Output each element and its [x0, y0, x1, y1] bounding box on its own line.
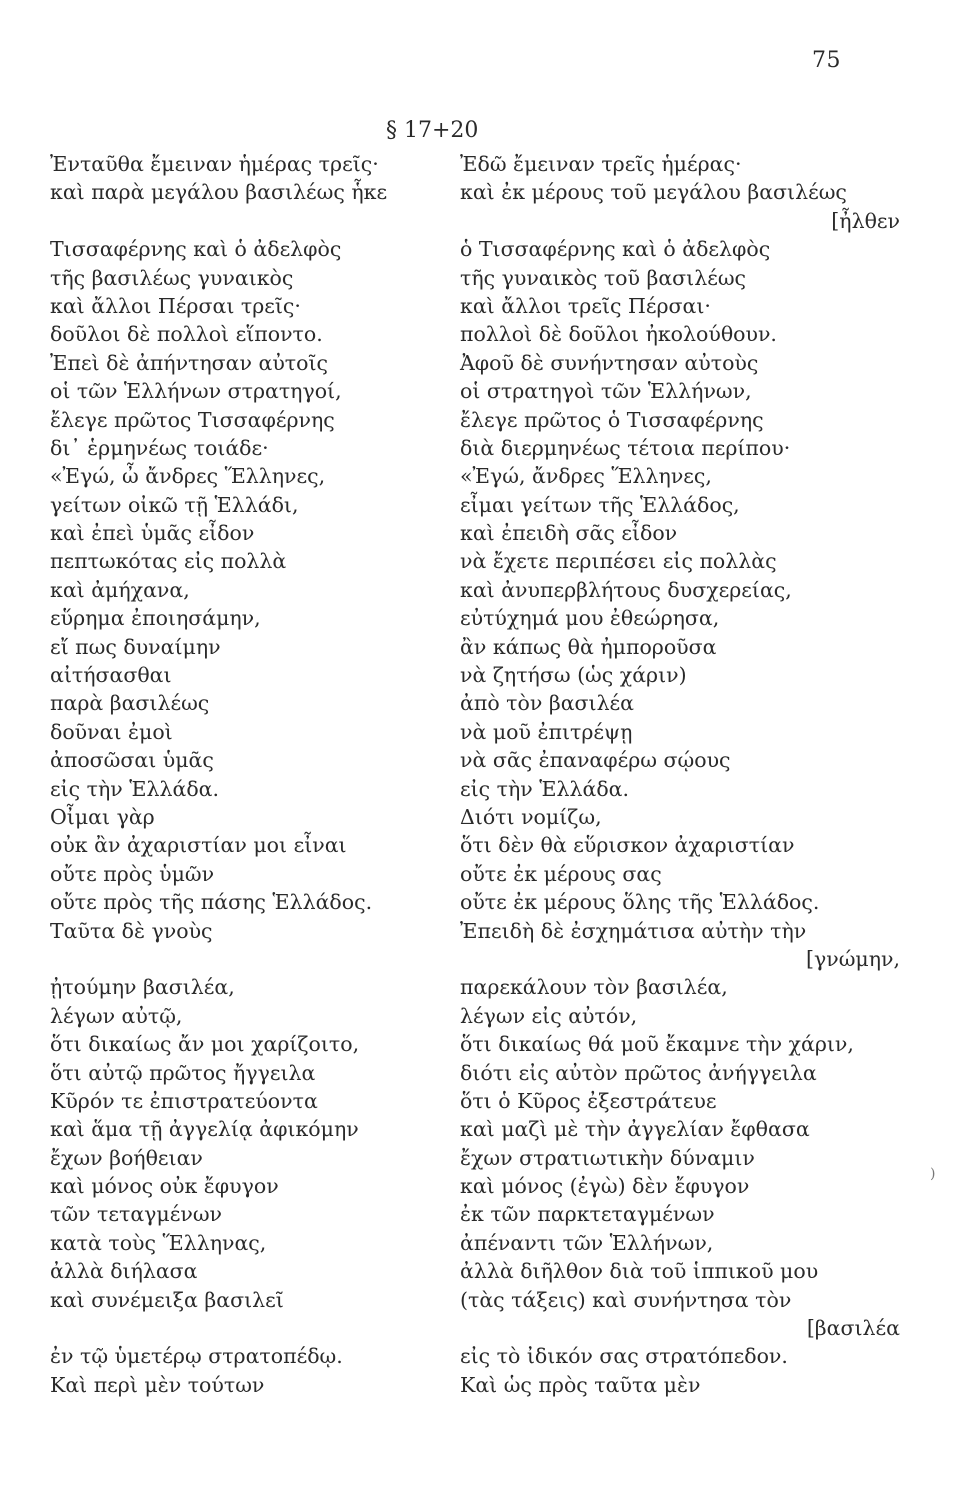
ancient-greek-column — [50, 150, 450, 1399]
right-line: οὔτε ἐκ μέρους ὅλης τῆς Ἑλλάδος. — [460, 890, 820, 915]
section-heading: § 17+20 — [386, 118, 479, 143]
right-line-continuation: [γνώμην, — [805, 946, 900, 971]
left-line: οὐκ ἂν ἀχαριστίαν μοι εἶναι — [50, 833, 347, 858]
right-line: ὅτι ὁ Κῦρος ἐξεστράτευε — [460, 1088, 717, 1113]
left-line: εἰς τὴν Ἑλλάδα. — [50, 776, 220, 801]
left-line: Ἐπεὶ δὲ ἀπήντησαν αὐτοῖς — [50, 350, 329, 375]
right-line: οὔτε ἐκ μέρους σας — [460, 861, 662, 886]
right-line: ἀλλὰ διῆλθον διὰ τοῦ ἱππικοῦ μου — [460, 1259, 819, 1284]
right-line: εἰς τὸ ἰδικόν σας στρατόπεδον. — [460, 1344, 788, 1369]
left-line: Ἐνταῦθα ἔμειναν ἡμέρας τρεῖς· — [50, 152, 379, 176]
right-line: λέγων εἰς αὐτόν, — [460, 1003, 638, 1028]
right-line: καὶ ἐπειδὴ σᾶς εἶδον — [460, 521, 678, 546]
left-line: Τισσαφέρνης καὶ ὁ ἀδελφὸς — [50, 237, 342, 262]
left-line: λέγων αὐτῷ, — [50, 1003, 183, 1028]
left-line: καὶ ἅμα τῇ ἀγγελίᾳ ἀφικόμην — [50, 1117, 359, 1142]
right-line: καὶ μόνος (ἐγὼ) δὲν ἔφυγον — [460, 1174, 750, 1199]
left-line: καὶ παρὰ μεγάλου βασιλέως ἧκε — [50, 180, 388, 205]
right-line: τῆς γυναικὸς τοῦ βασιλέως — [460, 265, 747, 290]
left-line: Κῦρόν τε ἐπιστρατεύοντα — [50, 1088, 318, 1113]
right-line: καὶ ἄλλοι τρεῖς Πέρσαι· — [460, 293, 711, 318]
right-line: ὅτι δικαίως θά μοῦ ἔκαμνε τὴν χάριν, — [460, 1032, 854, 1057]
right-line: Διότι νομίζω, — [460, 804, 602, 829]
left-line: τῆς βασιλέως γυναικὸς — [50, 265, 294, 290]
right-line: ἀπὸ τὸν βασιλέα — [460, 691, 635, 716]
right-line: «Ἐγώ, ἄνδρες Ἕλληνες, — [460, 464, 712, 489]
right-line: ἀπέναντι τῶν Ἑλλήνων, — [460, 1230, 714, 1255]
right-line-continuation: [ἦλθεν — [831, 208, 900, 233]
right-line: ὁ Τισσαφέρνης καὶ ὁ ἀδελφὸς — [460, 237, 771, 262]
left-line — [50, 1314, 450, 1342]
left-line: ἔχων βοήθειαν — [50, 1145, 203, 1170]
right-line: οἱ στρατηγοὶ τῶν Ἑλλήνων, — [460, 379, 752, 404]
left-line: εὕρημα ἐποιησάμην, — [50, 606, 261, 631]
left-line: δι᾽ ἑρμηνέως τοιάδε· — [50, 435, 269, 460]
right-line: Ἐδῶ ἔμειναν τρεῖς ἡμέρας· — [460, 152, 742, 176]
right-line: ἐκ τῶν παρκτεταγμένων — [460, 1202, 715, 1227]
left-line: «Ἐγώ, ὦ ἄνδρες Ἕλληνες, — [50, 464, 326, 489]
left-line: ἀλλὰ διήλασα — [50, 1259, 198, 1284]
left-line: ἐν τῷ ὑμετέρῳ στρατοπέδῳ. — [50, 1344, 343, 1369]
left-line: καὶ συνέμειξα βασιλεῖ — [50, 1287, 284, 1312]
left-line: Οἶμαι γὰρ — [50, 804, 155, 829]
left-line — [50, 945, 450, 973]
right-line: νὰ μοῦ ἐπιτρέψῃ — [460, 719, 633, 744]
right-line: Ἐπειδὴ δὲ ἐσχημάτισα αὐτὴν τὴν — [460, 918, 807, 943]
left-line: οἱ τῶν Ἑλλήνων στρατηγοί, — [50, 379, 342, 404]
left-line: οὔτε πρὸς ὑμῶν — [50, 861, 215, 886]
right-line: νὰ ἔχετε περιπέσει εἰς πολλὰς — [460, 549, 777, 574]
right-line: νὰ ζητήσω (ὡς χάριν) — [460, 663, 687, 688]
right-line: πολλοὶ δὲ δοῦλοι ἠκολούθουν. — [460, 322, 777, 347]
left-line: γείτων οἰκῶ τῇ Ἑλλάδι, — [50, 492, 299, 517]
left-line: κατὰ τοὺς Ἕλληνας, — [50, 1230, 267, 1255]
left-line: εἴ πως δυναίμην — [50, 634, 221, 659]
left-line: καὶ ἀμήχανα, — [50, 577, 190, 602]
right-line: ἂν κάπως θὰ ἠμποροῦσα — [460, 634, 717, 659]
left-line: οὔτε πρὸς τῆς πάσης Ἑλλάδος. — [50, 890, 373, 915]
right-line: διότι εἰς αὐτὸν πρῶτος ἀνήγγειλα — [460, 1060, 817, 1085]
right-line: ἔλεγε πρῶτος ὁ Τισσαφέρνης — [460, 407, 764, 432]
right-line: καὶ ἐκ μέρους τοῦ μεγάλου βασιλέως — [460, 180, 847, 205]
right-line-continuation: [βασιλέα — [806, 1316, 900, 1341]
right-line: καὶ μαζὶ μὲ τὴν ἀγγελίαν ἔφθασα — [460, 1117, 810, 1142]
right-line: Καὶ ὡς πρὸς ταῦτα μὲν — [460, 1372, 701, 1397]
page-number: 75 — [812, 48, 841, 73]
left-line: τῶν τεταγμένων — [50, 1202, 223, 1227]
left-line: καὶ ἄλλοι Πέρσαι τρεῖς· — [50, 293, 301, 318]
left-line: Καὶ περὶ μὲν τούτων — [50, 1372, 265, 1397]
right-line: (τὰς τάξεις) καὶ συνήντησα τὸν — [460, 1287, 792, 1312]
right-line: εἶμαι γείτων τῆς Ἑλλάδος, — [460, 492, 740, 517]
left-line: ᾐτούμην βασιλέα, — [50, 975, 235, 1000]
right-line: Ἀφοῦ δὲ συνήντησαν αὐτοὺς — [460, 350, 759, 375]
left-line: ὅτι δικαίως ἄν μοι χαρίζοιτο, — [50, 1032, 360, 1057]
right-line: εὐτύχημά μου ἐθεώρησα, — [460, 606, 720, 631]
right-line: παρεκάλουν τὸν βασιλέα, — [460, 975, 728, 1000]
left-line: Ταῦτα δὲ γνοὺς — [50, 918, 213, 943]
left-line — [50, 207, 450, 235]
right-line: καὶ ἀνυπερβλήτους δυσχερείας, — [460, 577, 792, 602]
right-line: ὅτι δὲν θὰ εὕρισκον ἀχαριστίαν — [460, 833, 795, 858]
left-line: αἰτήσασθαι — [50, 663, 172, 688]
left-line: καὶ μόνος οὐκ ἔφυγον — [50, 1174, 279, 1199]
left-line: δοῦλοι δὲ πολλοὶ εἵποντο. — [50, 322, 323, 347]
left-line: δοῦναι ἐμοὶ — [50, 719, 173, 744]
stray-mark: ) — [930, 1166, 936, 1182]
right-line: ἔχων στρατιωτικὴν δύναμιν — [460, 1145, 755, 1170]
left-line: πεπτωκότας εἰς πολλὰ — [50, 549, 287, 574]
left-line: ὅτι αὐτῷ πρῶτος ἤγγειλα — [50, 1060, 316, 1085]
left-line: παρὰ βασιλέως — [50, 691, 210, 716]
right-line: εἰς τὴν Ἑλλάδα. — [460, 776, 630, 801]
right-line: διὰ διερμηνέως τέτοια περίπου· — [460, 435, 791, 460]
right-line: νὰ σᾶς ἐπαναφέρω σῴους — [460, 748, 731, 773]
left-line: ἔλεγε πρῶτος Τισσαφέρνης — [50, 407, 335, 432]
left-line: καὶ ἐπεὶ ὑμᾶς εἶδον — [50, 521, 255, 546]
modern-greek-column — [460, 150, 900, 1399]
left-line: ἀποσῶσαι ὑμᾶς — [50, 748, 214, 773]
